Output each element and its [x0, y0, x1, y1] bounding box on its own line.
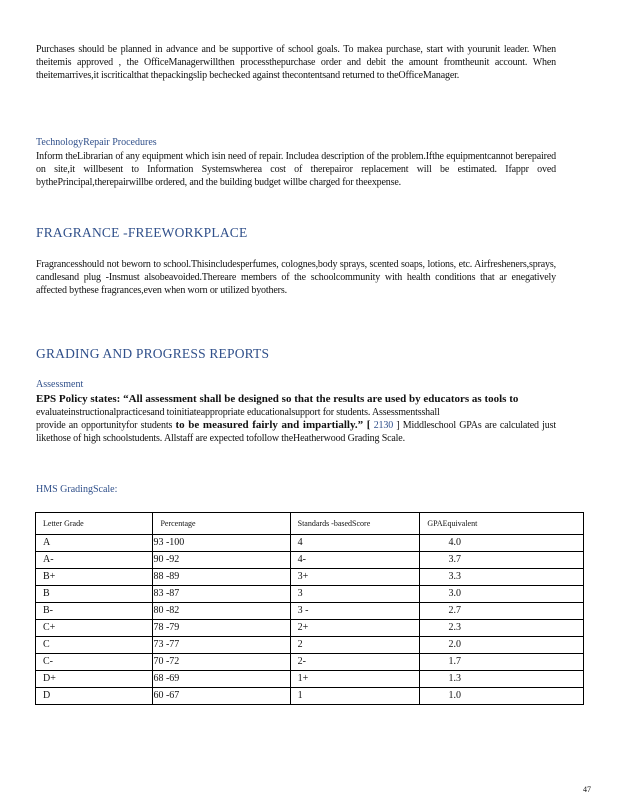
gpa-cell: 1.0: [420, 688, 584, 705]
gpa-cell: 2.3: [420, 620, 584, 637]
table-row: [36, 671, 584, 688]
standards-score-cell: 2: [290, 637, 420, 654]
policy-reference-link[interactable]: 2130: [373, 420, 394, 431]
standards-score-cell: 3: [290, 586, 420, 603]
gpa-cell: 4.0: [420, 535, 584, 552]
letter-grade-cell: B-: [36, 603, 153, 620]
table-row: [36, 603, 584, 620]
percentage-cell: 90 -92: [153, 552, 290, 569]
standards-score-cell: 1: [290, 688, 420, 705]
gpa-cell: 1.7: [420, 654, 584, 671]
letter-grade-cell: D+: [36, 671, 153, 688]
percentage-cell: 70 -72: [153, 654, 290, 671]
policy-rest: ] Middleschool GPAs are calculated just likethose of high schoolstudents. Allstaff are expected tofollow theHeatherwood Grading Scale.: [36, 420, 557, 444]
fragrance-heading: FRAGRANCE -FREEWORKPLACE: [36, 225, 248, 240]
standards-score-cell: 4: [290, 535, 420, 552]
table-row: [36, 552, 584, 569]
header-percentage: Percentage: [153, 513, 290, 535]
letter-grade-cell: A: [36, 535, 153, 552]
table-row: [36, 586, 584, 603]
policy-bold-end: to be measured fairly and impartially.” [: [175, 419, 371, 431]
table-row: [36, 637, 584, 654]
letter-grade-cell: C: [36, 637, 153, 654]
standards-score-cell: 2-: [290, 654, 420, 671]
letter-grade-cell: B: [36, 586, 153, 603]
percentage-cell: 78 -79: [153, 620, 290, 637]
standards-score-cell: 4-: [290, 552, 420, 569]
policy-quote: EPS Policy states: “All assessment shall be designed so that the results are used by educators as tools to: [36, 393, 519, 405]
gpa-cell: 3.7: [420, 552, 584, 569]
table-row: [36, 569, 584, 586]
percentage-cell: 83 -87: [153, 586, 290, 603]
grading-scale-title: HMS GradingScale:: [36, 484, 118, 495]
table-row: [36, 654, 584, 671]
table-header-row: [36, 513, 584, 535]
percentage-cell: 73 -77: [153, 637, 290, 654]
gpa-cell: 3.3: [420, 569, 584, 586]
percentage-cell: 80 -82: [153, 603, 290, 620]
gpa-cell: 1.3: [420, 671, 584, 688]
assessment-paragraph: [36, 393, 556, 445]
technology-repair-title: TechnologyRepair Procedures: [36, 137, 157, 148]
letter-grade-cell: A-: [36, 552, 153, 569]
header-standards-score: Standards -basedScore: [290, 513, 420, 535]
header-gpa-equivalent: GPAEquivalent: [420, 513, 584, 535]
grading-scale-table: [35, 512, 584, 705]
letter-grade-cell: C+: [36, 620, 153, 637]
gpa-cell: 2.0: [420, 637, 584, 654]
grading-heading: GRADING AND PROGRESS REPORTS: [36, 346, 270, 361]
percentage-cell: 60 -67: [153, 688, 290, 705]
table-row: [36, 535, 584, 552]
percentage-cell: 88 -89: [153, 569, 290, 586]
standards-score-cell: 1+: [290, 671, 420, 688]
assessment-title: Assessment: [36, 379, 84, 390]
table-row: [36, 688, 584, 705]
letter-grade-cell: B+: [36, 569, 153, 586]
page-number: 47: [583, 785, 591, 794]
standards-score-cell: 3+: [290, 569, 420, 586]
policy-line3: provide an opportunityfor students: [36, 420, 173, 431]
fragrance-paragraph: Fragrancesshould not beworn to school.Thisincludesperfumes, colognes,body sprays, scented soaps, lotions, etc. Airfresheners,sprays, candlesand plug -Insmust alsobeavoided.Thereare members of the schoolcommunity with health conditions that ar enegatively affected bythese fragrances,even when worn or utilized byothers.: [36, 259, 556, 296]
gpa-cell: 3.0: [420, 586, 584, 603]
letter-grade-cell: C-: [36, 654, 153, 671]
purchases-paragraph: Purchases should be planned in advance and be supportive of school goals. To makea purchase, start with yourunit leader. When theitemis approved , the OfficeManagerwillthen processthepurchase order and debit the amount fromtheunit account. When theitemarrives,it iscriticalthat thepackingslip bechecked against thecontentsand returned to theOfficeManager.: [36, 44, 556, 81]
percentage-cell: 93 -100: [153, 535, 290, 552]
standards-score-cell: 2+: [290, 620, 420, 637]
gpa-cell: 2.7: [420, 603, 584, 620]
header-letter-grade: Letter Grade: [36, 513, 153, 535]
table-row: [36, 620, 584, 637]
standards-score-cell: 3 -: [290, 603, 420, 620]
technology-repair-paragraph: Inform theLibrarian of any equipment which isin need of repair. Includea description of the problem.Ifthe equipmentcannot berepaired on site,it willbesent to Information Systemswherea cost of therepairor replacement will be estimated. Ifappr oved bythePrincipal,therepairwillbe ordered, and the building budget willbe charged for theexpense.: [36, 151, 556, 188]
percentage-cell: 68 -69: [153, 671, 290, 688]
policy-continued: evaluateinstructionalpracticesand toinitiateappropriate educationalsupport for students. Assessmentsshall: [36, 407, 440, 418]
letter-grade-cell: D: [36, 688, 153, 705]
